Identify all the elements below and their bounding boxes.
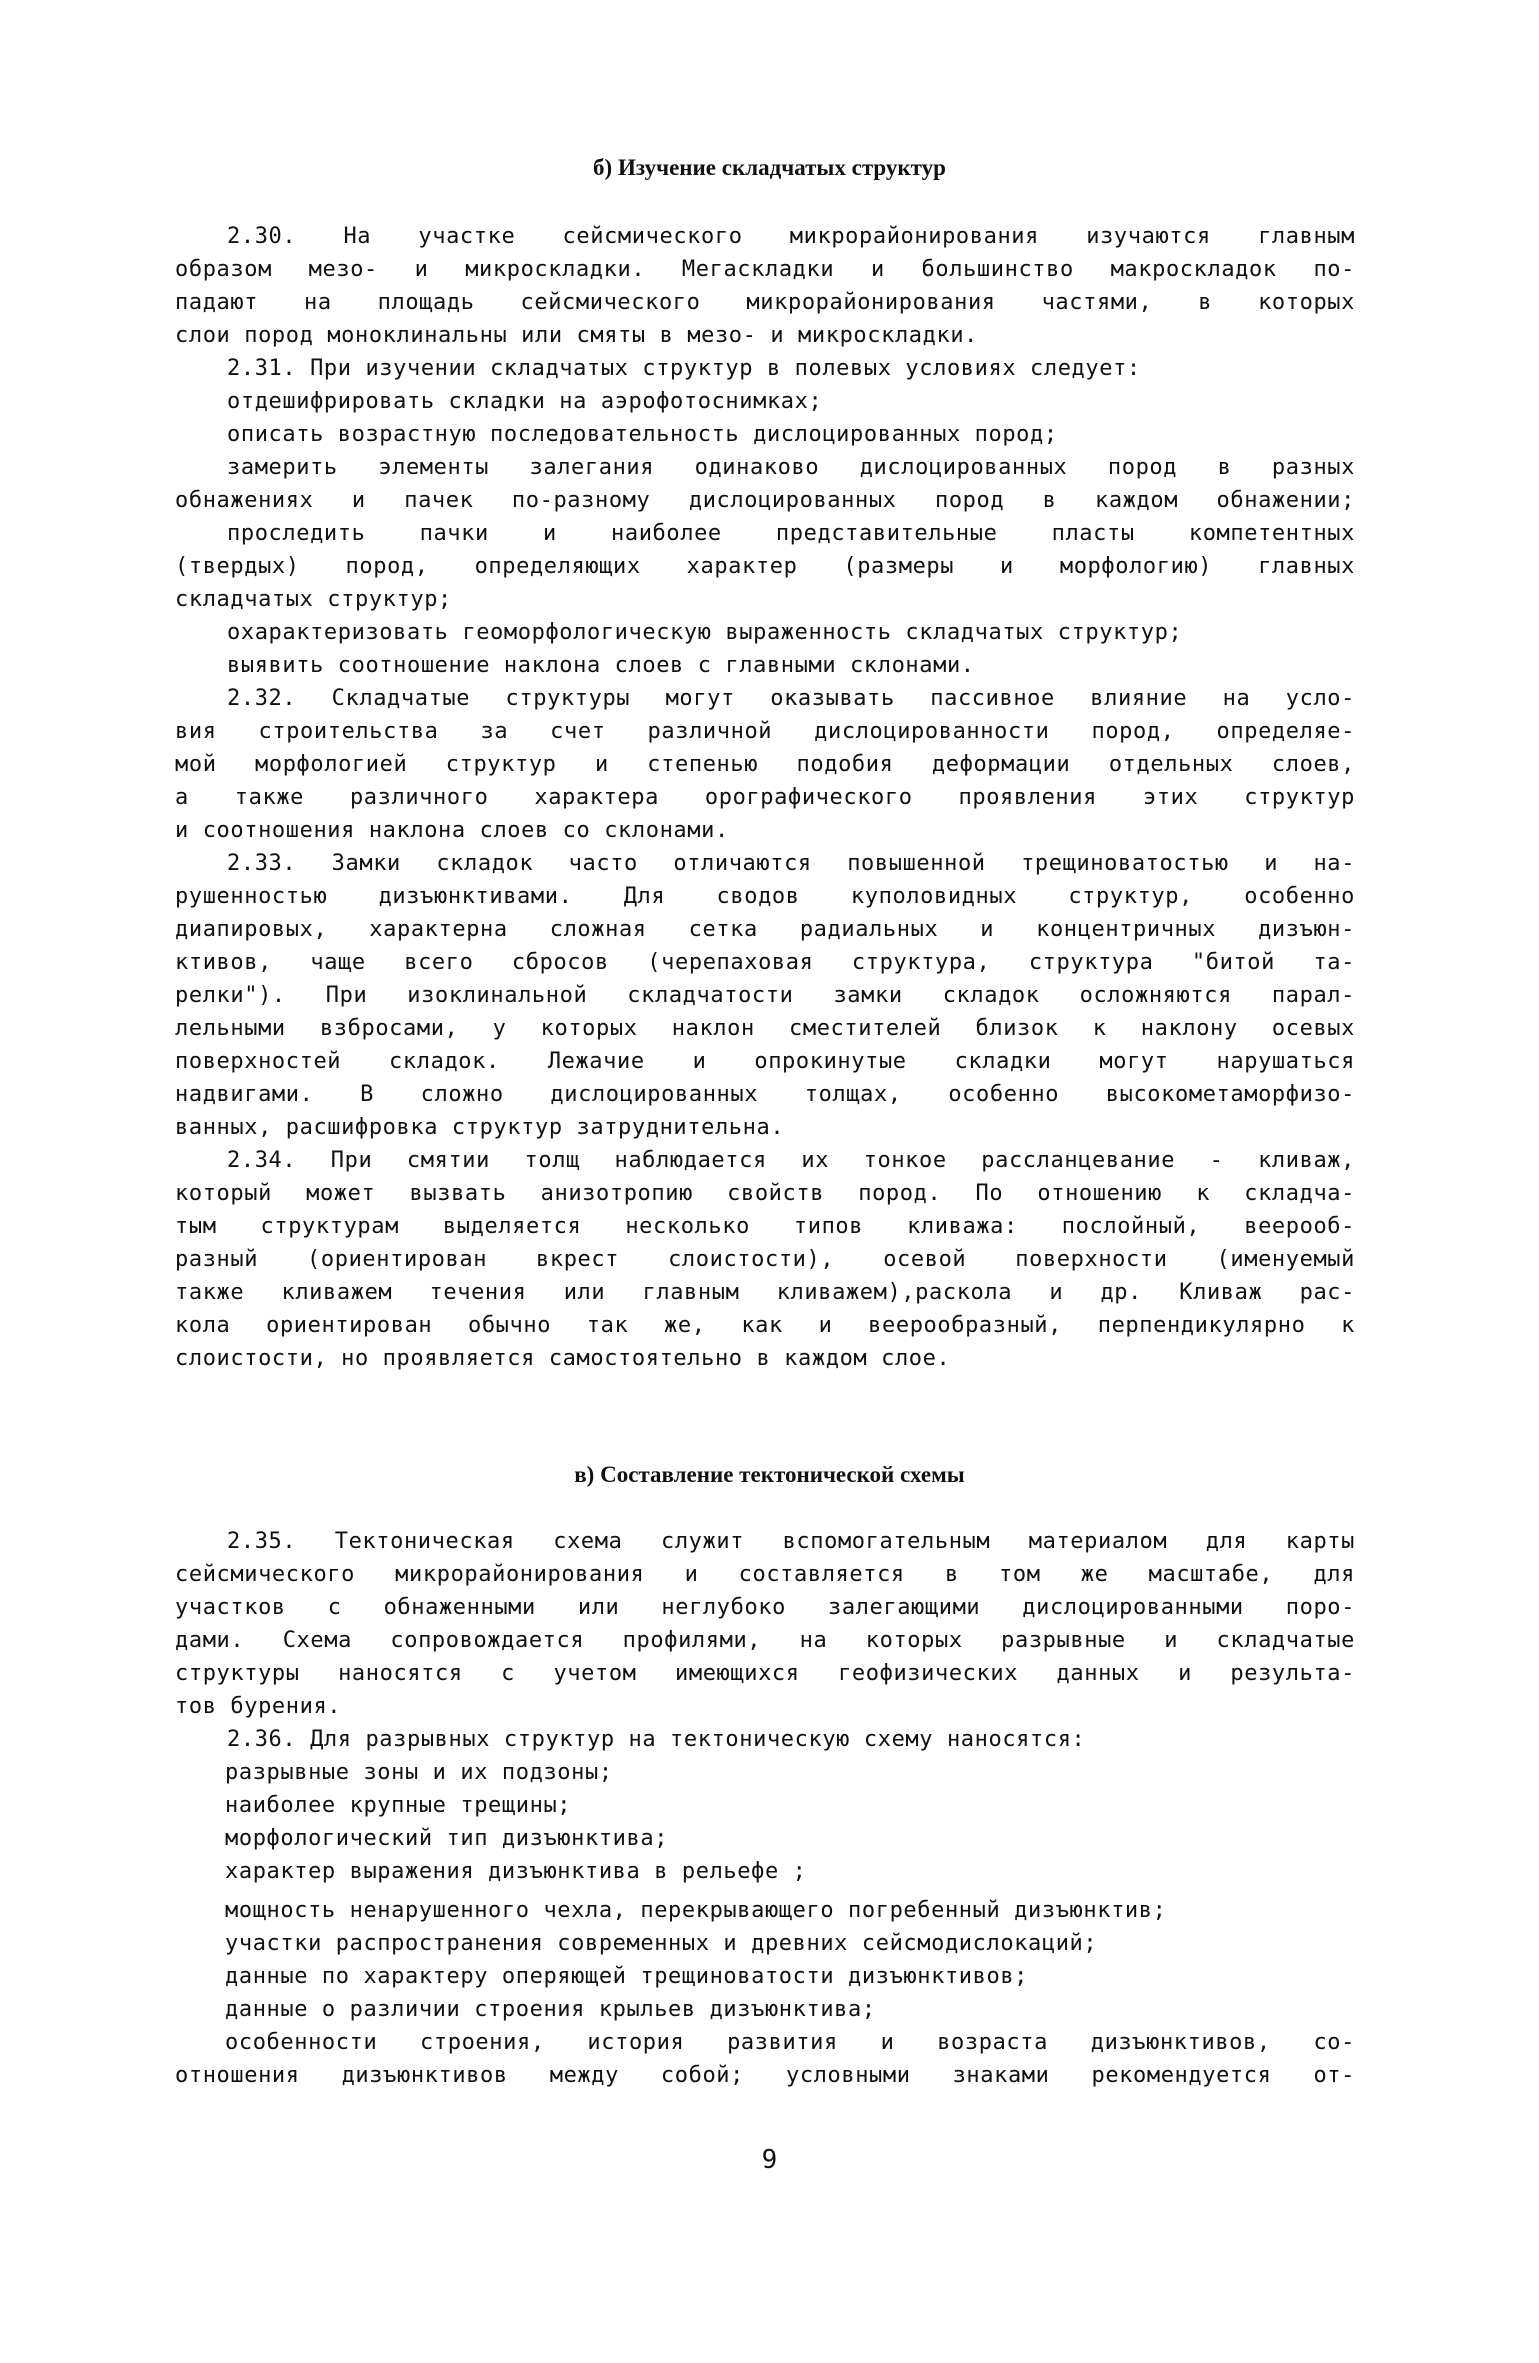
list-item: охарактеризовать геоморфологическую выраженность складчатых структур; <box>227 620 1183 645</box>
section-b-heading: б) Изучение складчатых структур <box>593 155 946 180</box>
paragraph-line: разный (ориентирован вкрест слоистости), осевой поверхности (именуемый <box>175 1247 1355 1272</box>
paragraph-line: 2.34. При смятии толщ наблюдается их тонкое рассланцевание - кливаж, <box>227 1148 1355 1173</box>
paragraph-line: 2.35. Тектоническая схема служит вспомогательным материалом для карты <box>227 1529 1355 1554</box>
list-item: отношения дизъюнктивов между собой; условными знаками рекомендуется от- <box>175 2063 1355 2088</box>
paragraph-line: образом мезо- и микроскладки. Мегаскладки и большинство макроскладок по- <box>175 257 1355 282</box>
list-item: проследить пачки и наиболее представительные пласты компетентных <box>227 521 1355 546</box>
paragraph-line: слоистости, но проявляется самостоятельно в каждом слое. <box>175 1346 951 1371</box>
list-item: складчатых структур; <box>175 587 452 612</box>
paragraph-line: лельными взбросами, у которых наклон сместителей близок к наклону осевых <box>175 1016 1355 1041</box>
list-item: описать возрастную последовательность дислоцированных пород; <box>227 422 1058 447</box>
paragraph-line: а также различного характера орографического проявления этих структур <box>175 785 1355 810</box>
list-item: разрывные зоны и их подзоны; <box>225 1760 613 1785</box>
paragraph-line: диапировых, характерна сложная сетка радиальных и концентричных дизъюн- <box>175 917 1355 942</box>
paragraph-line: сейсмического микрорайонирования и составляется в том же масштабе, для <box>175 1562 1355 1587</box>
paragraph-line: падают на площадь сейсмического микрорайонирования частями, в которых <box>175 290 1355 315</box>
list-item: мощность ненарушенного чехла, перекрывающего погребенный дизъюнктив; <box>225 1898 1167 1923</box>
paragraph-line: 2.33. Замки складок часто отличаются повышенной трещиноватостью и на- <box>227 851 1355 876</box>
paragraph-line: 2.36. Для разрывных структур на тектоническую схему наносятся: <box>227 1727 1086 1752</box>
paragraph-line: также кливажем течения или главным кливажем),раскола и др. Кливаж рас- <box>175 1280 1355 1305</box>
paragraph-line: релки"). При изоклинальной складчатости замки складок осложняются парал- <box>175 983 1355 1008</box>
section-b-body <box>175 220 1355 1375</box>
paragraph-line: вия строительства за счет различной дислоцированности пород, определяе- <box>175 719 1355 744</box>
paragraph-line: и соотношения наклона слоев со склонами. <box>175 818 729 843</box>
paragraph-line: ванных, расшифровка структур затруднительна. <box>175 1115 785 1140</box>
paragraph-line: мой морфологией структур и степенью подобия деформации отдельных слоев, <box>175 752 1355 777</box>
paragraph-line: структуры наносятся с учетом имеющихся геофизических данных и результа- <box>175 1661 1355 1686</box>
section-v-heading: в) Составление тектонической схемы <box>574 1462 965 1487</box>
list-item: обнажениях и пачек по-разному дислоцированных пород в каждом обнажении; <box>175 488 1355 513</box>
paragraph-line: тов бурения. <box>175 1694 342 1719</box>
list-item: данные по характеру оперяющей трещиноватости дизъюнктивов; <box>225 1964 1029 1989</box>
paragraph-line: дами. Схема сопровождается профилями, на которых разрывные и складчатые <box>175 1628 1355 1653</box>
paragraph-line: надвигами. В сложно дислоцированных толщах, особенно высокометаморфизо- <box>175 1082 1355 1107</box>
paragraph-line: кола ориентирован обычно так же, как и веерообразный, перпендикулярно к <box>175 1313 1355 1338</box>
list-item: особенности строения, история развития и возраста дизъюнктивов, со- <box>225 2030 1355 2055</box>
list-item: замерить элементы залегания одинаково дислоцированных пород в разных <box>227 455 1355 480</box>
list-item: характер выражения дизъюнктива в рельефе ; <box>225 1859 807 1884</box>
paragraph-line: 2.30. На участке сейсмического микрорайонирования изучаются главным <box>227 224 1355 249</box>
list-item: выявить соотношение наклона слоев с главными склонами. <box>227 653 975 678</box>
paragraph-line: 2.31. При изучении складчатых структур в полевых условиях следует: <box>227 356 1141 381</box>
list-item: морфологический тип дизъюнктива; <box>225 1826 669 1851</box>
paragraph-line: рушенностью дизъюнктивами. Для сводов куполовидных структур, особенно <box>175 884 1355 909</box>
section-v-body <box>175 1525 1355 2092</box>
list-item: данные о различии строения крыльев дизъюнктива; <box>225 1997 876 2022</box>
list-item: наиболее крупные трещины; <box>225 1793 572 1818</box>
paragraph-line: 2.32. Складчатые структуры могут оказывать пассивное влияние на усло- <box>227 686 1355 711</box>
paragraph-line: который может вызвать анизотропию свойств пород. По отношению к складча- <box>175 1181 1355 1206</box>
paragraph-line: слои пород моноклинальны или смяты в мезо- и микроскладки. <box>175 323 979 348</box>
list-item: участки распространения современных и древних сейсмодислокаций; <box>225 1931 1098 1956</box>
paragraph-line: поверхностей складок. Лежачие и опрокинутые складки могут нарушаться <box>175 1049 1355 1074</box>
list-item: (твердых) пород, определяющих характер (размеры и морфологию) главных <box>175 554 1355 579</box>
paragraph-line: участков с обнаженными или неглубоко залегающими дислоцированными поро- <box>175 1595 1355 1620</box>
paragraph-line: ктивов, чаще всего сбросов (черепаховая структура, структура "битой та- <box>175 950 1355 975</box>
list-item: отдешифрировать складки на аэрофотоснимках; <box>227 389 823 414</box>
paragraph-line: тым структурам выделяется несколько типов кливажа: послойный, веерооб- <box>175 1214 1355 1239</box>
page-number: 9 <box>761 2145 778 2175</box>
